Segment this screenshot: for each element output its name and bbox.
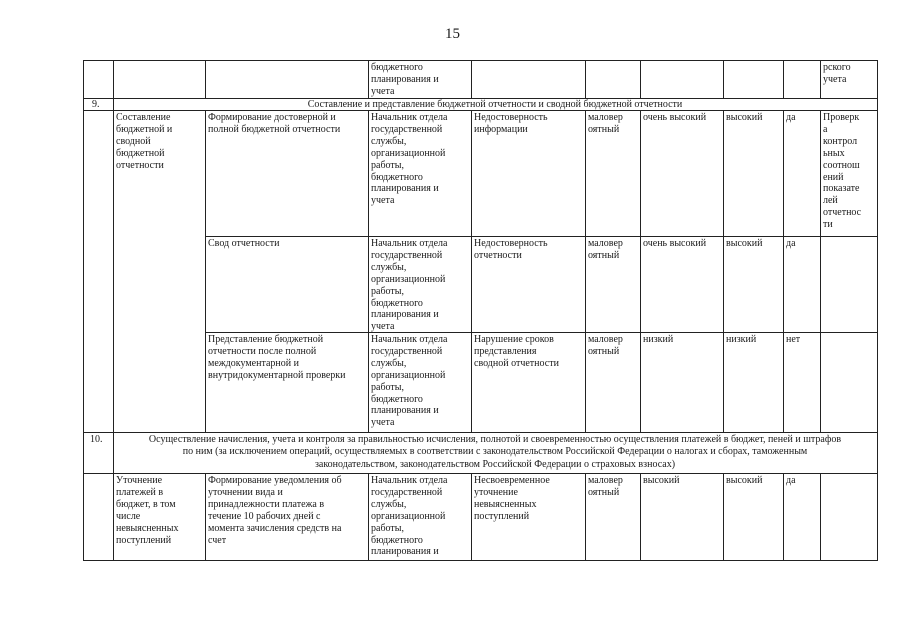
cell-line: маловер	[588, 238, 623, 249]
impact-cell	[643, 334, 721, 346]
cell-line: маловер	[588, 334, 623, 345]
official-cell	[371, 112, 469, 207]
table-rule	[820, 60, 821, 99]
cell-line: планирования и	[371, 73, 439, 85]
cell-line: государственной	[371, 249, 443, 261]
operation-cell	[208, 112, 366, 136]
probability-cell	[588, 238, 638, 262]
cell-line: сводной отчетности	[474, 357, 559, 369]
cell-line: представления	[474, 345, 537, 357]
level-cell	[726, 475, 781, 487]
cell-line: государственной	[371, 123, 443, 135]
page-number: 15	[445, 26, 460, 42]
cell-line: государственной	[371, 345, 443, 357]
cell-line: Начальник отдела	[371, 112, 448, 123]
risk-cell	[474, 238, 583, 262]
risk-cell	[474, 112, 583, 136]
table-rule	[585, 473, 586, 561]
cell-line: Начальник отдела	[371, 334, 448, 345]
table-rule	[83, 60, 84, 561]
cell-line: работы,	[371, 159, 404, 171]
table-rule	[820, 473, 821, 561]
table-rule	[113, 110, 114, 433]
cell-line: Несвоевременное	[474, 475, 550, 486]
need-cell	[786, 475, 818, 487]
cell-line: низкий	[643, 334, 674, 345]
table-rule	[471, 110, 472, 433]
probability-cell	[588, 112, 638, 136]
cell-line: очень высокий	[643, 238, 707, 249]
section-9-title: Составление и представление бюджетной отчетности и сводной бюджетной отчетности	[307, 99, 683, 110]
cell-line: планирования и	[371, 183, 439, 195]
section-10-number: 10.	[90, 434, 103, 445]
cell-line: междокументарной и	[208, 357, 299, 369]
table-rule	[205, 60, 206, 99]
table-rule	[368, 473, 369, 561]
cell-line: бюджетного	[371, 393, 423, 405]
table-rule	[640, 60, 641, 99]
cell-line: ьных	[823, 147, 845, 159]
cell-line: сводной	[116, 135, 151, 147]
cell-line: оятный	[588, 249, 620, 261]
cell-line: службы,	[371, 498, 407, 510]
risk-table	[83, 60, 877, 560]
table-rule	[820, 110, 821, 433]
level-cell	[726, 112, 781, 124]
cell-line: ти	[823, 219, 833, 231]
cell-line: Свод отчетности	[208, 238, 280, 249]
cell-line: учета	[371, 417, 395, 429]
cell-line: уточнении вида и	[208, 486, 283, 498]
cell-line: счет	[208, 534, 227, 546]
cell-line: а	[823, 123, 828, 135]
cell-line: поступлений	[116, 534, 172, 546]
cell-line: ений	[823, 171, 844, 183]
cell-line: высокий	[726, 238, 763, 249]
cell-line: учета	[371, 321, 395, 333]
cell-line: высокий	[726, 112, 763, 123]
table-rule	[205, 332, 878, 333]
cell-line: невыясненных	[474, 498, 537, 510]
cell-line: службы,	[371, 261, 407, 273]
section-10-title-line: законодательством, законодательством Российской Федерации о страховых взносах)	[314, 458, 676, 470]
cell-line: учета	[371, 195, 395, 207]
operation-cell	[208, 334, 366, 382]
table-rule	[585, 110, 586, 433]
impact-cell	[643, 238, 721, 250]
cell-line: рского	[823, 62, 851, 73]
table-rule	[83, 60, 878, 61]
table-rule	[368, 60, 369, 99]
cell-line: Нарушение сроков	[474, 334, 554, 345]
cell-line: внутридокументарной проверки	[208, 369, 346, 381]
cell-line: Проверк	[823, 112, 860, 123]
need-cell	[786, 334, 818, 346]
process-cell	[116, 475, 203, 546]
cell-line: учета	[371, 85, 395, 97]
table-rule	[723, 60, 724, 99]
table-rule	[640, 110, 641, 433]
cell-line: показате	[823, 183, 860, 195]
cell-line: платежей в	[116, 486, 164, 498]
cell-line: высокий	[726, 475, 763, 486]
cell-line: организационной	[371, 273, 446, 285]
cell-line: бюджетного	[371, 171, 423, 183]
cell-line: бюджетной и	[116, 123, 173, 135]
level-cell	[726, 334, 781, 346]
table-rule	[471, 60, 472, 99]
cell-line: Недостоверность	[474, 112, 548, 123]
cell-line: государственной	[371, 486, 443, 498]
need-cell	[786, 238, 818, 250]
table-rule	[83, 432, 878, 433]
cell-line: высокий	[643, 475, 680, 486]
table-rule	[83, 560, 878, 561]
cell-line: да	[786, 112, 796, 123]
probability-cell	[588, 334, 638, 358]
cell-line: бюджет, в том	[116, 498, 176, 510]
official-cell	[371, 238, 469, 333]
cell-line: оятный	[588, 123, 620, 135]
cell-line: организационной	[371, 147, 446, 159]
cell-line: оятный	[588, 345, 620, 357]
impact-cell	[643, 475, 721, 487]
table-rule	[205, 473, 206, 561]
table-rule	[205, 236, 878, 237]
cell-line: нет	[786, 334, 801, 345]
cell-line: момента зачисления средств на	[208, 522, 342, 534]
cell-line: оятный	[588, 486, 620, 498]
cell-line: полной бюджетной отчетности	[208, 123, 341, 135]
table-rule	[585, 60, 586, 99]
cell-line: отчетнос	[823, 207, 862, 219]
cell-line: маловер	[588, 475, 623, 486]
level-cell	[726, 238, 781, 250]
cell-line: да	[786, 238, 796, 249]
cell-line: отчетности	[474, 249, 522, 261]
cell-line: службы,	[371, 135, 407, 147]
risk-cell	[474, 334, 583, 370]
cell-line: течение 10 рабочих дней с	[208, 510, 321, 522]
cell-line: Формирование достоверной и	[208, 112, 336, 123]
table-rule	[471, 473, 472, 561]
table-rule	[783, 60, 784, 99]
cell-line: организационной	[371, 369, 446, 381]
cell-line: Недостоверность	[474, 238, 548, 249]
table-rule	[723, 110, 724, 433]
cell-line: соотнош	[823, 159, 860, 171]
cell-line: числе	[116, 510, 141, 522]
cell-line: бюджетной	[116, 147, 165, 159]
cell-line: планирования и	[371, 546, 439, 558]
cell-line: службы,	[371, 357, 407, 369]
cell-line: бюджетного	[371, 297, 423, 309]
cell-line: Уточнение	[116, 475, 163, 486]
cell-line: работы,	[371, 285, 404, 297]
cell-line: очень высокий	[643, 112, 707, 123]
risk-cell	[474, 475, 583, 523]
table-rule	[113, 473, 114, 561]
cell-line: поступлений	[474, 510, 530, 522]
cell-line: бюджетного	[371, 62, 423, 73]
cell-line: низкий	[726, 334, 757, 345]
table-rule	[723, 473, 724, 561]
cell-line: Формирование уведомления об	[208, 475, 342, 486]
cell-line: бюджетного	[371, 534, 423, 546]
table-rule	[83, 473, 878, 474]
table-rule	[783, 473, 784, 561]
process-cell	[116, 112, 203, 172]
cell-line: да	[786, 475, 796, 486]
continuation-measures	[823, 62, 875, 86]
continuation-official	[371, 62, 469, 98]
measures-cell	[823, 112, 875, 231]
cell-line: уточнение	[474, 486, 518, 498]
cell-line: Составление	[116, 112, 171, 123]
cell-line: планирования и	[371, 405, 439, 417]
probability-cell	[588, 475, 638, 499]
table-rule	[783, 110, 784, 433]
cell-line: отчетности после полной	[208, 345, 317, 357]
impact-cell	[643, 112, 721, 124]
table-rule	[205, 110, 206, 433]
table-rule	[640, 473, 641, 561]
table-rule	[113, 60, 114, 99]
operation-cell	[208, 475, 366, 546]
cell-line: работы,	[371, 381, 404, 393]
cell-line: маловер	[588, 112, 623, 123]
cell-line: лей	[823, 195, 838, 207]
section-10-title-line: Осуществление начисления, учета и контроля за правильностью исчисления, полнотой и своевременностью осуществления платежей в бюджет, пеней и штрафов	[148, 434, 842, 445]
table-rule	[368, 110, 369, 433]
cell-line: информации	[474, 123, 528, 135]
cell-line: принадлежности платежа в	[208, 498, 325, 510]
operation-cell	[208, 238, 366, 250]
cell-line: планирования и	[371, 309, 439, 321]
section-10-title-line: по ним (за исключением операций, осуществляемых в соответствии с законодательством Российской Федерации о налогах и сборах, таможенным	[182, 446, 808, 458]
cell-line: отчетности	[116, 159, 164, 171]
official-cell	[371, 334, 469, 429]
table-rule	[877, 60, 878, 561]
section-9-number: 9.	[92, 99, 100, 110]
cell-line: невыясненных	[116, 522, 179, 534]
cell-line: Начальник отдела	[371, 238, 448, 249]
official-cell	[371, 475, 469, 558]
cell-line: Представление бюджетной	[208, 334, 324, 345]
cell-line: учета	[823, 73, 847, 85]
cell-line: Начальник отдела	[371, 475, 448, 486]
cell-line: работы,	[371, 522, 404, 534]
cell-line: организационной	[371, 510, 446, 522]
need-cell	[786, 112, 818, 124]
cell-line: контрол	[823, 135, 858, 147]
